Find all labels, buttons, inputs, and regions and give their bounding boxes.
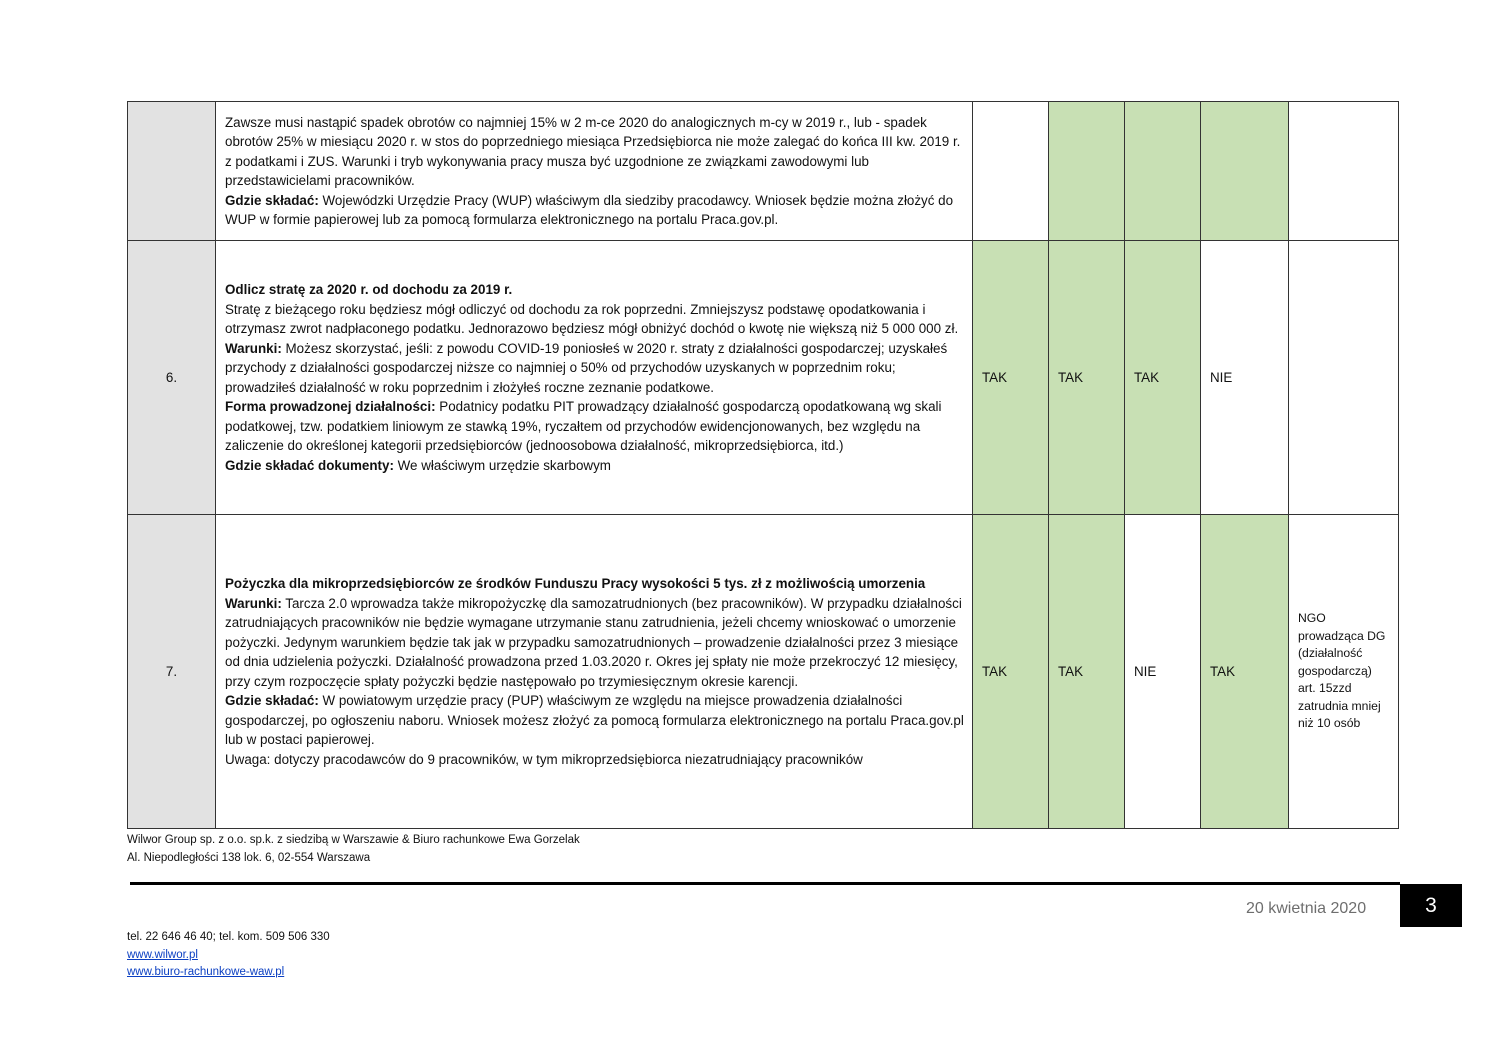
answer-cell: NIE <box>1125 515 1201 829</box>
paragraph-text: Uwaga: dotyczy pracodawców do 9 pracowników, w tym mikroprzedsiębiorca niezatrudniający pracowników <box>225 751 863 767</box>
paragraph-text: Tarcza 2.0 wprowadza także mikropożyczkę dla samozatrudnionych (bez pracowników). W przypadku działalności zatrudniających pracowników nie będzie wymagane utrzymanie stanu zatrudnienia, jeżeli chcemy wnioskować o umorzenie pożyczki. Jedynym warunkiem będzie tak jak w przypadku samozatrudnionych – prowadzenie działalności przez 3 miesiące od dnia udzielenia pożyczki. Działalność prowadzona przed 1.03.2020 r. Okres jej spłaty nie może przekroczyć 12 miesięcy, przy czym rozpoczęcie spłaty pożyczki będzie następowało po trzymiesięcznym okresie karencji. <box>225 595 962 689</box>
page-number: 3 <box>1400 884 1462 927</box>
answer-cell <box>1125 102 1201 241</box>
paragraph-text: Możesz skorzystać, jeśli: z powodu COVID-19 poniosłeś w 2020 r. straty z działalności gospodarczej; uzyskałeś przychody z działalności gospodarczej niższe co najmniej o 50% od przychodów uzyskanych w poprzednim roku; prowadziłeś działalność w roku poprzednim i złożyłeś roczne zeznanie podatkowe. <box>225 340 948 395</box>
paragraph-text: We właściwym urzędzie skarbowym <box>393 457 611 473</box>
paragraph-label: Forma prowadzonej działalności: <box>225 399 436 414</box>
paragraph-label: Pożyczka dla mikroprzedsiębiorców ze środków Funduszu Pracy wysokości 5 tys. zł z możliwością umorzenia <box>225 576 926 591</box>
document-date: 20 kwietnia 2020 <box>1246 900 1367 917</box>
table-row <box>128 515 1399 829</box>
services-table <box>127 101 1399 829</box>
answer-cell: TAK <box>1049 515 1125 829</box>
paragraph-label: Gdzie składać: <box>225 192 319 208</box>
answer-cell: TAK <box>973 241 1049 515</box>
table-row <box>128 241 1399 515</box>
paragraph-text: W powiatowym urzędzie pracy (PUP) właściwym ze względu na miejsce prowadzenia działalności gospodarczej, po ogłoszeniu naboru. Wniosek możesz złożyć za pomocą formularza elektronicznego na portalu Praca.gov.pl lub w postaci papierowej. <box>225 693 964 747</box>
footer-divider <box>130 882 1400 885</box>
company-name: Wilwor Group sp. z o.o. sp.k. z siedzibą w Warszawie & Biuro rachunkowe Ewa Gorzelak <box>127 834 580 846</box>
answer-cell: NIE <box>1201 241 1289 515</box>
answer-cell <box>1049 102 1125 241</box>
note-cell: NGO prowadząca DG (działalność gospodarczą) art. 15zzd zatrudnia mniej niż 10 osób <box>1289 515 1399 829</box>
table-row <box>128 102 1399 241</box>
answer-cell <box>1201 102 1289 241</box>
answer-cell: TAK <box>1125 241 1201 515</box>
note-cell <box>1289 241 1399 515</box>
footer-company <box>127 832 580 867</box>
wilwor-link[interactable]: www.wilwor.pl <box>127 948 198 961</box>
answer-cell: TAK <box>973 515 1049 829</box>
row-description <box>216 515 973 829</box>
paragraph-label: Gdzie składać dokumenty: <box>225 457 394 473</box>
paragraph-text: Wojewódzki Urzędzie Pracy (WUP) właściwym dla siedziby pracodawcy. Wniosek będzie można złożyć do WUP w formie papierowej lub za pomocą formularza elektronicznego na portalu Praca.gov.pl. <box>225 192 954 227</box>
row-number: 7. <box>128 515 216 829</box>
paragraph-label: Odlicz stratę za 2020 r. od dochodu za 2019 r. <box>225 282 513 297</box>
row-description <box>216 241 973 515</box>
answer-cell: TAK <box>1201 515 1289 829</box>
note-cell <box>1289 102 1399 241</box>
row-number: 6. <box>128 241 216 515</box>
paragraph-label: Warunki: <box>225 595 282 611</box>
paragraph-label: Warunki: <box>225 340 282 356</box>
phone-text: tel. 22 646 46 40; tel. kom. 509 506 330 <box>127 931 330 943</box>
row-description <box>216 102 973 241</box>
row-number <box>128 102 216 241</box>
paragraph-text: Stratę z bieżącego roku będziesz mógł odliczyć od dochodu za rok poprzedni. Zmniejszysz podstawę opodatkowania i otrzymasz zwrot nadpłaconego podatku. Jednorazowo będziesz mógł obniżyć dochód o kwotę nie większą niż 5 000 000 zł. <box>225 301 959 336</box>
answer-cell <box>973 102 1049 241</box>
company-address: Al. Niepodległości 138 lok. 6, 02-554 Warszawa <box>127 851 371 864</box>
answer-cell: TAK <box>1049 241 1125 515</box>
paragraph-text: Podatnicy podatku PIT prowadzący działalność gospodarczą opodatkowaną wg skali podatkowej, tzw. podatkiem liniowym ze stawką 19%, ryczałtem od przychodów ewidencjonowanych, bez względu na zaliczenie do określonej kategorii przedsiębiorców (jednoosobowa działalność, mikroprzedsiębiorca, itd.) <box>225 399 942 453</box>
paragraph-label: Gdzie składać: <box>225 693 319 708</box>
footer-contact <box>127 929 330 982</box>
paragraph-text: Zawsze musi nastąpić spadek obrotów co najmniej 15% w 2 m-ce 2020 do analogicznych m-cy w 2019 r., lub - spadek obrotów 25% w miesiącu 2020 r. w stos do poprzedniego miesiąca Przedsiębiorca nie może zalegać do końca III kw. 2019 r. z podatkami i ZUS. Warunki i tryb wykonywania pracy musza być uzgodnione ze związkami zawodowymi lub przedstawicielami pracowników. <box>225 114 961 188</box>
biuro-link[interactable]: www.biuro-rachunkowe-waw.pl <box>127 966 285 978</box>
